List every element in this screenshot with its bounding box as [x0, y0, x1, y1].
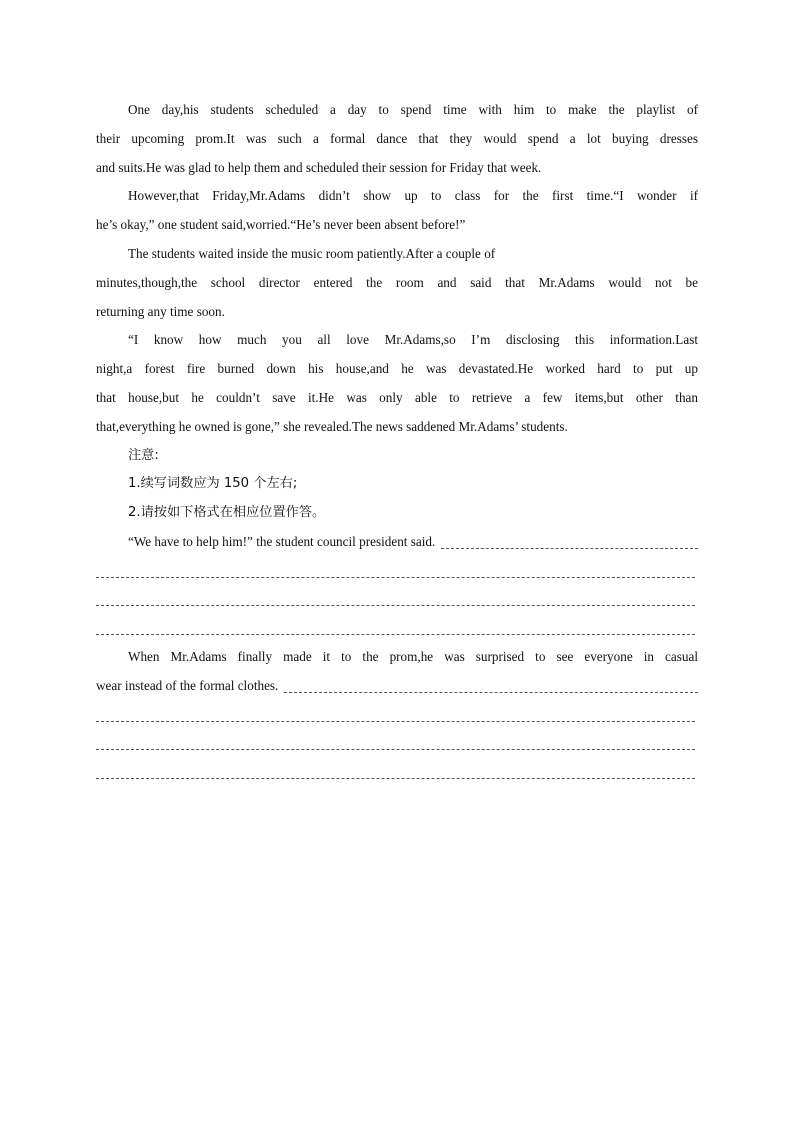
paragraph-line: their upcoming prom.It was such a formal dance that they would spend a lot buying dresses	[96, 130, 698, 146]
paragraph-line: that house,but he couldn’t save it.He was only able to retrieve a few items,but other than	[96, 389, 698, 405]
answer-opening-sentence: wear instead of the formal clothes.	[96, 677, 279, 693]
paragraph-4	[96, 326, 698, 441]
document-body	[96, 96, 698, 787]
paragraph-3	[96, 240, 698, 326]
writing-line[interactable]	[96, 758, 698, 787]
answer-section-1	[96, 528, 698, 643]
paragraph-line: “I know how much you all love Mr.Adams,so I’m disclosing this information.Last	[128, 332, 698, 348]
paragraph-line: One day,his students scheduled a day to spend time with him to make the playlist of	[128, 102, 698, 117]
paragraph-line: The students waited inside the music room patiently.After a couple of	[128, 245, 496, 261]
paragraph-1	[96, 96, 698, 182]
answer-opening-row	[96, 672, 698, 701]
paragraph-line: minutes,though,the school director entered the room and said that Mr.Adams would not be	[96, 274, 698, 290]
answer-opening-sentence: “We have to help him!” the student council president said.	[128, 533, 436, 549]
paragraph-line: and suits.He was glad to help them and scheduled their session for Friday that week.	[96, 159, 542, 175]
paragraph-2	[96, 182, 698, 240]
paragraph-line: returning any time soon.	[96, 303, 225, 319]
writing-line[interactable]	[96, 614, 698, 643]
paragraph-line: that,everything he owned is gone,” she revealed.The news saddened Mr.Adams’ students.	[96, 418, 568, 434]
notes-item: 1.续写词数应为 150 个左右;	[128, 476, 298, 492]
notes-item: 2.请按如下格式在相应位置作答。	[128, 505, 326, 521]
notes-section	[96, 442, 698, 528]
writing-line[interactable]	[96, 586, 698, 615]
writing-line[interactable]	[96, 701, 698, 730]
paragraph-line: night,a forest fire burned down his house,and he was devastated.He worked hard to put up	[96, 361, 698, 377]
paragraph-line: he’s okay,” one student said,worried.“He’s never been absent before!”	[96, 217, 466, 233]
writing-line[interactable]	[441, 548, 698, 549]
answer-section-2	[96, 643, 698, 787]
notes-heading: 注意:	[128, 447, 159, 463]
answer-opening-row	[96, 528, 698, 557]
writing-line[interactable]	[284, 692, 698, 693]
answer-opening-sentence: When Mr.Adams finally made it to the prom,he was surprised to see everyone in casual	[128, 649, 698, 665]
paragraph-line: However,that Friday,Mr.Adams didn’t show up to class for the first time.“I wonder if	[128, 188, 698, 204]
writing-line[interactable]	[96, 730, 698, 759]
writing-line[interactable]	[96, 557, 698, 586]
